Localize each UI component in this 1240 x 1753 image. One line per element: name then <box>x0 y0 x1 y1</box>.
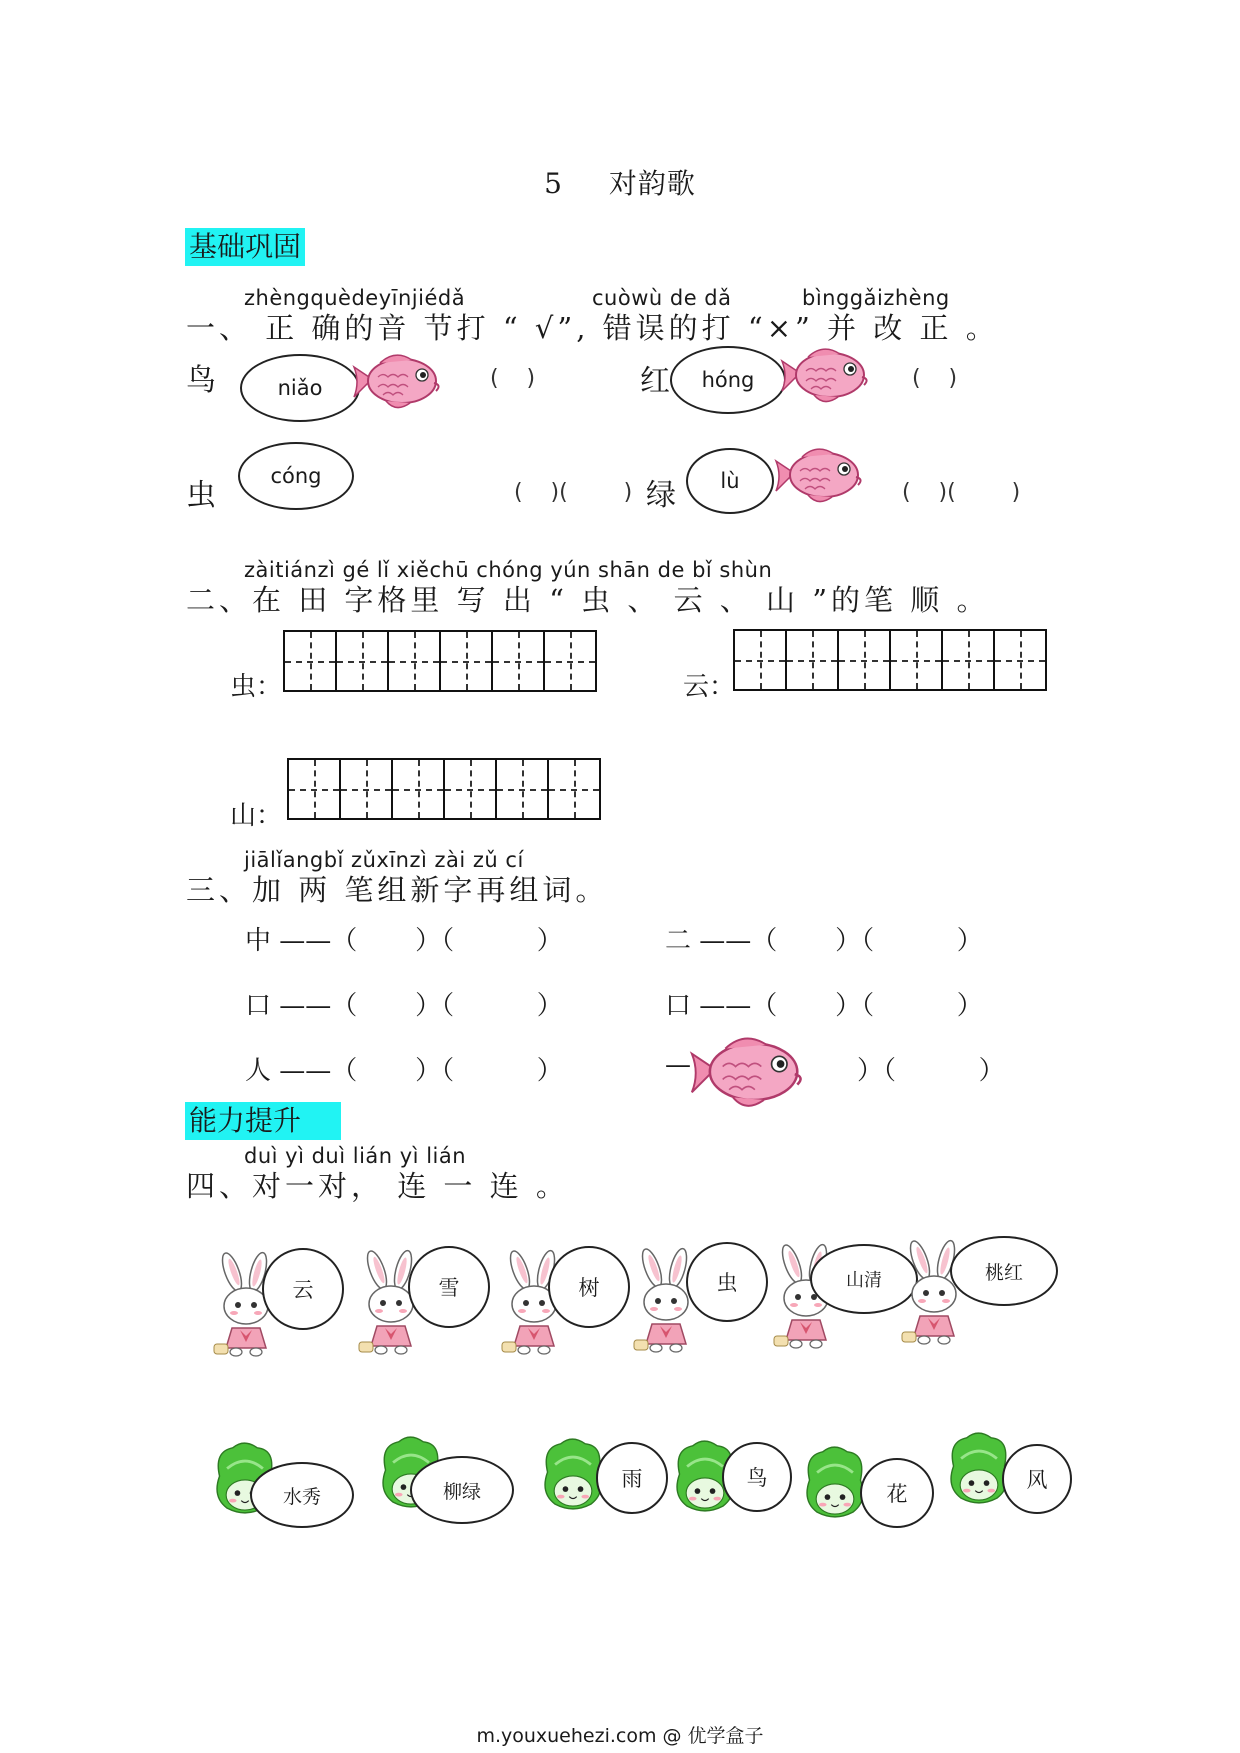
tianzi-grid[interactable] <box>733 629 1047 691</box>
rabbit-word-bubble[interactable]: 虫 <box>686 1242 768 1322</box>
cabbage-icon <box>802 1444 868 1520</box>
section-tag-basic: 基础巩固 <box>185 228 305 266</box>
q3-row-right[interactable]: 二 ——（ ）（ ） <box>665 926 983 956</box>
cabbage-word-bubble[interactable]: 雨 <box>596 1442 668 1514</box>
q1-answer-box[interactable]: ( )( ) <box>902 480 1021 505</box>
q1-item-char: 绿 <box>646 478 676 513</box>
page-title <box>0 162 1240 202</box>
q3-row-left[interactable]: 中 ——（ ）（ ） <box>245 926 563 956</box>
footer-watermark: m.youxuehezi.com @ 优学盒子 <box>476 1725 764 1747</box>
section-tag-ability: 能力提升 <box>185 1102 341 1140</box>
cabbage-word-bubble[interactable]: 水秀 <box>250 1462 354 1528</box>
q3-row-right[interactable]: — <box>665 1050 691 1080</box>
cabbage-word-bubble[interactable]: 鸟 <box>722 1442 792 1512</box>
rabbit-word-bubble[interactable]: 雪 <box>408 1246 490 1328</box>
q1-item-char: 鸟 <box>186 363 216 398</box>
fish-icon <box>772 440 872 512</box>
tianzi-grid[interactable] <box>287 758 601 820</box>
q2-instruction: 二、在 田 字格里 写 出 “ 虫 、 云 、 山 ”的笔 顺 。 <box>186 583 990 617</box>
fish-icon <box>778 340 878 412</box>
q1-pinyin-bubble: hóng <box>670 346 786 414</box>
q3-pinyin: jiālǐangbǐ zǔxīnzì zài zǔ cí <box>244 848 524 872</box>
grid-label: 云： <box>683 672 736 702</box>
lesson-title: 对韵歌 <box>608 167 696 200</box>
q1-pinyin-a: zhèngquèdeyīnjiédǎ <box>244 286 466 310</box>
q4-pinyin: duì yì duì lián yì lián <box>244 1144 467 1168</box>
grid-label: 山： <box>230 801 283 831</box>
cabbage-word-bubble[interactable]: 柳绿 <box>410 1456 514 1524</box>
cabbage-word-bubble[interactable]: 风 <box>1002 1444 1072 1514</box>
q3-row-right[interactable]: 口 ——（ ）（ ） <box>665 991 983 1021</box>
q1-item-char: 红 <box>640 364 670 399</box>
q1-pinyin-b: cuòwù de dǎ <box>592 286 732 310</box>
rabbit-word-bubble[interactable]: 树 <box>548 1246 630 1328</box>
q1-pinyin-bubble: cóng <box>238 442 354 510</box>
rabbit-word-bubble[interactable]: 云 <box>262 1248 344 1330</box>
q1-pinyin-bubble: niǎo <box>240 354 360 422</box>
fish-icon <box>350 346 450 418</box>
q1-instruction: 一、 正 确的音 节打 “ √”, 错误的打 “×” 并 改 正 。 <box>186 311 999 345</box>
q2-pinyin: zàitiánzì gé lǐ xiěchū chóng yún shān de bǐ shùn <box>244 558 773 582</box>
tianzi-grid[interactable] <box>283 630 597 692</box>
fish-icon <box>686 1028 816 1118</box>
q1-pinyin-bubble: lù <box>686 448 774 514</box>
q1-answer-box[interactable]: ( )( ) <box>514 480 633 505</box>
q1-answer-box[interactable]: ( ) <box>490 366 536 391</box>
q1-item-char: 虫 <box>186 478 216 513</box>
q3-row-left[interactable]: 人 ——（ ）（ ） <box>245 1056 563 1086</box>
q3-instruction: 三、加 两 笔组新字再组词。 <box>186 873 609 907</box>
q1-answer-box[interactable]: ( ) <box>912 366 958 391</box>
q4-instruction: 四、对一对， 连 一 连 。 <box>186 1169 569 1203</box>
rabbit-word-bubble[interactable]: 桃红 <box>950 1236 1058 1306</box>
grid-label: 虫： <box>230 672 283 702</box>
q3-row-right-tail[interactable]: ）（ ） <box>857 1056 1005 1086</box>
rabbit-word-bubble[interactable]: 山清 <box>810 1244 918 1314</box>
cabbage-word-bubble[interactable]: 花 <box>860 1458 934 1528</box>
q3-row-left[interactable]: 口 ——（ ）（ ） <box>245 991 563 1021</box>
q1-pinyin-c: bìnggǎizhèng <box>802 286 950 310</box>
cabbage-icon <box>946 1430 1012 1506</box>
lesson-number: 5 <box>544 167 563 200</box>
